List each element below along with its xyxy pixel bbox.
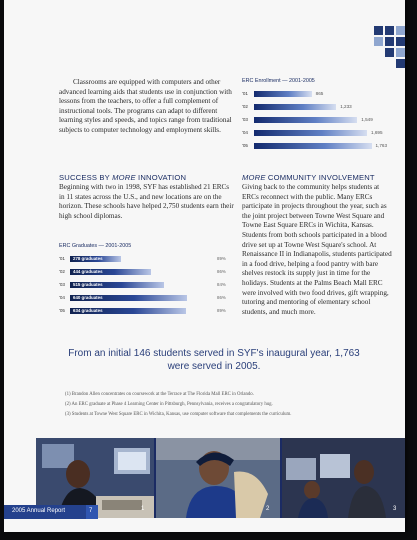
graduates-value-label: 278 graduates — [73, 256, 103, 261]
success-body: Beginning with two in 1998, SYF has established 21 ERCs in 11 states across the U.S., and new locations are on the horizon. These schools have helped 2,750 students earn their high school diplomas. — [59, 183, 234, 220]
enrollment-row — [242, 140, 394, 153]
enrollment-value-label: 1,763 — [375, 143, 388, 148]
community-section — [242, 173, 394, 317]
enrollment-bar — [254, 130, 367, 136]
graduates-year-label: '02 — [59, 269, 65, 274]
caption-1: (1) Brandon Allen concentrates on coursework at the Terrace at The Florida Mall ERC in Orlando. — [65, 392, 254, 397]
graduates-value-label: 634 graduates — [73, 308, 103, 313]
enrollment-value-label: 1,549 — [361, 117, 373, 122]
enrollment-year-label: '03 — [242, 117, 248, 122]
success-section — [59, 173, 234, 221]
graduates-chart-title: ERC Graduates — 2001-2005 — [59, 243, 132, 249]
enrollment-bar — [254, 104, 336, 110]
graduates-value-label: 515 graduates — [73, 282, 103, 287]
intro-paragraph: Classrooms are equipped with computers and other advanced learning aids that students use in conjunction with lessons from the teachers, to offer a full complement of instructional tools. The programs can adapt to different learning styles and speeds, and topics range from traditional subjects to computer technology and employment skills. — [59, 78, 232, 134]
photo-number-3: 3 — [393, 506, 397, 512]
report-page — [4, 0, 405, 532]
graduates-year-label: '03 — [59, 282, 65, 287]
enrollment-row — [242, 101, 394, 114]
enrollment-bar — [254, 143, 372, 149]
community-body: Giving back to the community helps students at ERCs reconnect with the public. Many ERCs participate in projects throughout the year, such as the joint project between Towne West Square and Towne East Square ERCs in Wichita, Kansas. Students from both schools participated in a blood drive set up at Towne West Square's school. At Renaissance II in Indianapolis, students participated in a food drive, helping a food pantry with bare shelves restock its supply just in time for the holidays. Students at the Palms Beach Mall ERC were involved with two food drives, gift wrapping, tutoring and mentoring of elementary school students, and much more. — [242, 183, 392, 316]
community-heading: MORE COMMUNITY INVOLVEMENT — [242, 173, 375, 182]
photo-captions — [65, 390, 395, 420]
enrollment-year-label: '01 — [242, 91, 248, 96]
enrollment-value-label: 865 — [315, 91, 324, 96]
enrollment-chart — [242, 78, 394, 153]
graduates-row — [59, 292, 234, 305]
graduates-percent-label: 86% — [217, 295, 226, 300]
enrollment-row — [242, 88, 394, 101]
caption-3: (3) Students at Towne West Square ERC in Wichita, Kansas, use computer software that complements the curriculum. — [65, 412, 292, 417]
enrollment-bar — [254, 91, 312, 97]
graduates-percent-label: 89% — [217, 308, 226, 313]
left-column — [59, 78, 234, 136]
enrollment-value-label: 1,695 — [371, 130, 383, 135]
photo-number-1: 1 — [141, 506, 145, 512]
graduates-row — [59, 305, 234, 318]
photo-number-2: 2 — [266, 506, 270, 512]
graduates-year-label: '01 — [59, 256, 65, 261]
enrollment-value-label: 1,233 — [340, 104, 352, 109]
graduates-percent-label: 89% — [217, 256, 226, 261]
graduates-value-label: 640 graduates — [73, 295, 103, 300]
enrollment-bar — [254, 117, 357, 123]
enrollment-row — [242, 114, 394, 127]
graduates-row — [59, 253, 234, 266]
enrollment-year-label: '05 — [242, 143, 248, 148]
graduates-year-label: '05 — [59, 308, 65, 313]
pull-quote: From an initial 146 students served in SYF's inaugural year, 1,763 were served in 2005. — [68, 348, 360, 372]
footer-page-box — [86, 505, 98, 519]
graduates-value-label: 444 graduates — [73, 269, 103, 274]
footer-report-label: 2005 Annual Report — [12, 508, 66, 514]
page-number: 7 — [89, 508, 93, 514]
graduates-percent-label: 86% — [217, 269, 226, 274]
graduates-row — [59, 266, 234, 279]
enrollment-row — [242, 127, 394, 140]
graduates-chart — [59, 243, 234, 318]
photo-graduate-hug — [156, 438, 280, 518]
enrollment-chart-title: ERC Enrollment — 2001-2005 — [242, 78, 315, 84]
graduates-percent-label: 84% — [217, 282, 226, 287]
photo-students-software — [282, 438, 405, 518]
footer-bar — [4, 505, 96, 519]
graduates-row — [59, 279, 234, 292]
enrollment-year-label: '04 — [242, 130, 248, 135]
graduates-year-label: '04 — [59, 295, 65, 300]
success-heading: SUCCESS BY MORE INNOVATION — [59, 173, 187, 182]
enrollment-year-label: '02 — [242, 104, 248, 109]
caption-2: (2) An ERC graduate at Phase 4 Learning Center in Pittsburgh, Pennsylvania, receives a congratulatory hug. — [65, 402, 273, 407]
